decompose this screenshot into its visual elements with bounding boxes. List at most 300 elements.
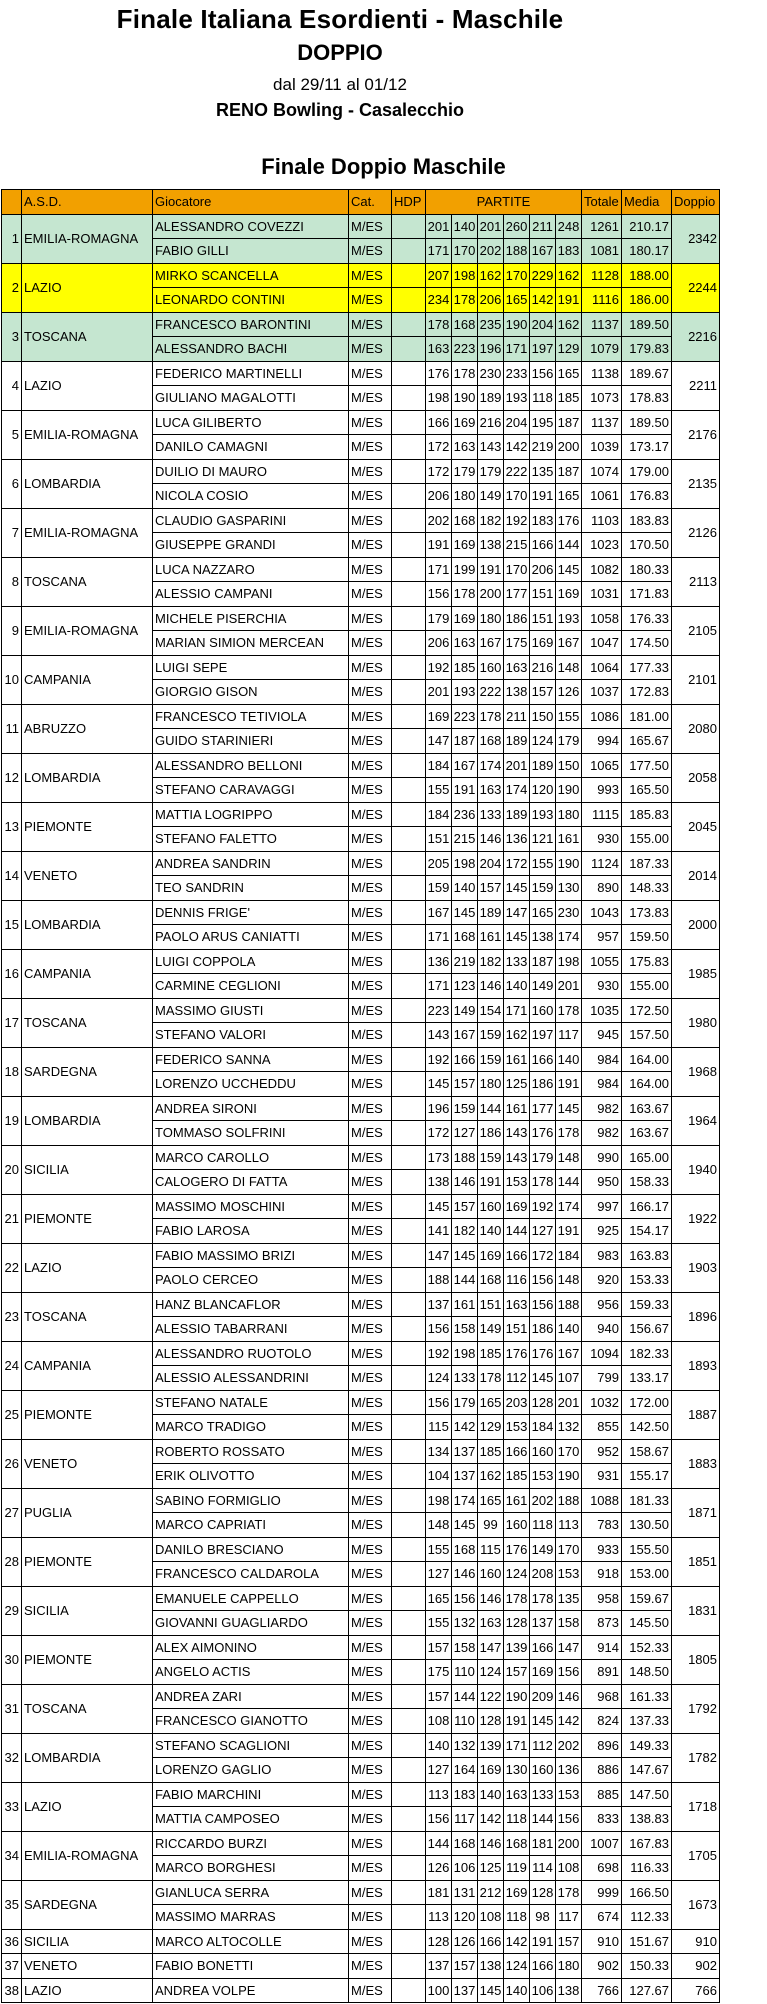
player-category: M/ES xyxy=(349,557,392,582)
game-score: 146 xyxy=(478,1586,504,1611)
team-rank: 37 xyxy=(2,1954,22,1979)
team-asd: LAZIO xyxy=(22,1782,153,1831)
game-score: 178 xyxy=(556,1121,582,1146)
game-score: 144 xyxy=(556,1170,582,1195)
game-score: 143 xyxy=(426,1023,452,1048)
table-row xyxy=(2,1684,720,1709)
player-category: M/ES xyxy=(349,214,392,239)
player-total: 1128 xyxy=(582,263,622,288)
game-score: 171 xyxy=(426,557,452,582)
table-row xyxy=(2,1586,720,1611)
player-name: NICOLA COSIO xyxy=(153,484,349,509)
game-score: 179 xyxy=(452,1390,478,1415)
game-score: 127 xyxy=(530,1219,556,1244)
player-hdp xyxy=(392,533,426,558)
game-score: 180 xyxy=(556,802,582,827)
game-score: 163 xyxy=(504,655,530,680)
player-hdp xyxy=(392,1562,426,1587)
player-total: 1138 xyxy=(582,361,622,386)
team-asd: SICILIA xyxy=(22,1145,153,1194)
game-score: 156 xyxy=(426,1390,452,1415)
col-hdp: HDP xyxy=(392,190,426,215)
player-hdp xyxy=(392,1121,426,1146)
player-name: MARCO CAPRIATI xyxy=(153,1513,349,1538)
player-total: 914 xyxy=(582,1635,622,1660)
team-rank: 8 xyxy=(2,557,22,606)
table-row xyxy=(2,410,720,435)
game-score: 163 xyxy=(452,435,478,460)
player-category: M/ES xyxy=(349,1194,392,1219)
game-score: 176 xyxy=(504,1537,530,1562)
player-total: 886 xyxy=(582,1758,622,1783)
game-score: 147 xyxy=(478,1635,504,1660)
team-doppio-total: 902 xyxy=(672,1954,720,1979)
player-hdp xyxy=(392,1513,426,1538)
team-doppio-total: 1792 xyxy=(672,1684,720,1733)
game-score: 200 xyxy=(478,582,504,607)
game-score: 136 xyxy=(426,949,452,974)
game-score: 216 xyxy=(530,655,556,680)
team-asd: PIEMONTE xyxy=(22,1194,153,1243)
game-score: 190 xyxy=(452,386,478,411)
game-score: 136 xyxy=(556,1758,582,1783)
player-category: M/ES xyxy=(349,998,392,1023)
player-average: 156.67 xyxy=(622,1317,672,1342)
game-score: 169 xyxy=(504,1194,530,1219)
game-score: 108 xyxy=(478,1905,504,1930)
game-score: 156 xyxy=(452,1586,478,1611)
game-score: 145 xyxy=(452,900,478,925)
game-score: 161 xyxy=(556,827,582,852)
player-name: ALESSIO ALESSANDRINI xyxy=(153,1366,349,1391)
game-score: 118 xyxy=(530,1513,556,1538)
game-score: 191 xyxy=(530,484,556,509)
table-row xyxy=(2,949,720,974)
player-hdp xyxy=(392,680,426,705)
team-rank: 38 xyxy=(2,1978,22,2003)
player-name: ANDREA ZARI xyxy=(153,1684,349,1709)
player-total: 1032 xyxy=(582,1390,622,1415)
game-score: 166 xyxy=(530,533,556,558)
game-score: 117 xyxy=(452,1807,478,1832)
game-score: 110 xyxy=(452,1709,478,1734)
player-average: 149.33 xyxy=(622,1733,672,1758)
table-row xyxy=(2,1439,720,1464)
player-name: GIUSEPPE GRANDI xyxy=(153,533,349,558)
game-score: 123 xyxy=(452,974,478,999)
player-hdp xyxy=(392,1954,426,1979)
player-total: 833 xyxy=(582,1807,622,1832)
table-row xyxy=(2,1194,720,1219)
game-score: 181 xyxy=(530,1831,556,1856)
team-rank: 34 xyxy=(2,1831,22,1880)
player-total: 999 xyxy=(582,1880,622,1905)
team-asd: LOMBARDIA xyxy=(22,459,153,508)
player-total: 873 xyxy=(582,1611,622,1636)
game-score: 188 xyxy=(452,1145,478,1170)
game-score: 201 xyxy=(556,974,582,999)
game-score: 138 xyxy=(478,1954,504,1979)
team-rank: 4 xyxy=(2,361,22,410)
game-score: 169 xyxy=(452,533,478,558)
player-total: 983 xyxy=(582,1243,622,1268)
game-score: 145 xyxy=(426,1194,452,1219)
player-category: M/ES xyxy=(349,1562,392,1587)
player-category: M/ES xyxy=(349,1439,392,1464)
game-score: 107 xyxy=(556,1366,582,1391)
player-category: M/ES xyxy=(349,337,392,362)
player-category: M/ES xyxy=(349,1782,392,1807)
player-name: GIULIANO MAGALOTTI xyxy=(153,386,349,411)
game-score: 208 xyxy=(530,1562,556,1587)
game-score: 126 xyxy=(556,680,582,705)
game-score: 148 xyxy=(556,655,582,680)
game-score: 171 xyxy=(504,998,530,1023)
game-score: 142 xyxy=(504,435,530,460)
game-score: 191 xyxy=(504,1709,530,1734)
game-score: 120 xyxy=(452,1905,478,1930)
table-row xyxy=(2,1782,720,1807)
game-score: 169 xyxy=(530,631,556,656)
game-score: 173 xyxy=(426,1145,452,1170)
game-score: 201 xyxy=(556,1390,582,1415)
game-score: 204 xyxy=(530,312,556,337)
game-score: 155 xyxy=(530,851,556,876)
player-category: M/ES xyxy=(349,1733,392,1758)
player-hdp xyxy=(392,998,426,1023)
col-cat: Cat. xyxy=(349,190,392,215)
game-score: 166 xyxy=(530,1635,556,1660)
player-average: 182.33 xyxy=(622,1341,672,1366)
game-score: 178 xyxy=(530,1170,556,1195)
player-name: RICCARDO BURZI xyxy=(153,1831,349,1856)
player-category: M/ES xyxy=(349,312,392,337)
col-doppio: Doppio xyxy=(672,190,720,215)
team-rank: 13 xyxy=(2,802,22,851)
player-hdp xyxy=(392,729,426,754)
game-score: 124 xyxy=(504,1562,530,1587)
player-total: 1023 xyxy=(582,533,622,558)
table-row xyxy=(2,1341,720,1366)
game-score: 136 xyxy=(504,827,530,852)
team-asd: PIEMONTE xyxy=(22,802,153,851)
player-category: M/ES xyxy=(349,704,392,729)
game-score: 118 xyxy=(504,1807,530,1832)
game-score: 133 xyxy=(452,1366,478,1391)
team-rank: 30 xyxy=(2,1635,22,1684)
game-score: 147 xyxy=(556,1635,582,1660)
player-hdp xyxy=(392,900,426,925)
game-score: 138 xyxy=(478,533,504,558)
game-score: 229 xyxy=(530,263,556,288)
player-name: CARMINE CEGLIONI xyxy=(153,974,349,999)
game-score: 168 xyxy=(452,508,478,533)
game-score: 205 xyxy=(426,851,452,876)
player-category: M/ES xyxy=(349,1758,392,1783)
team-rank: 17 xyxy=(2,998,22,1047)
game-score: 165 xyxy=(556,361,582,386)
team-rank: 35 xyxy=(2,1880,22,1929)
team-asd: SARDEGNA xyxy=(22,1880,153,1929)
game-score: 202 xyxy=(478,239,504,264)
player-total: 1007 xyxy=(582,1831,622,1856)
game-score: 191 xyxy=(556,1219,582,1244)
game-score: 161 xyxy=(478,925,504,950)
player-name: SABINO FORMIGLIO xyxy=(153,1488,349,1513)
team-doppio-total: 2080 xyxy=(672,704,720,753)
player-category: M/ES xyxy=(349,1292,392,1317)
player-hdp xyxy=(392,1978,426,2003)
player-name: FRANCESCO BARONTINI xyxy=(153,312,349,337)
player-hdp xyxy=(392,1660,426,1685)
player-name: ERIK OLIVOTTO xyxy=(153,1464,349,1489)
team-rank: 36 xyxy=(2,1929,22,1954)
game-score: 161 xyxy=(504,1488,530,1513)
player-total: 824 xyxy=(582,1709,622,1734)
player-category: M/ES xyxy=(349,361,392,386)
game-score: 186 xyxy=(504,606,530,631)
player-name: STEFANO SCAGLIONI xyxy=(153,1733,349,1758)
player-average: 187.33 xyxy=(622,851,672,876)
game-score: 184 xyxy=(556,1243,582,1268)
team-doppio-total: 2211 xyxy=(672,361,720,410)
player-name: STEFANO CARAVAGGI xyxy=(153,778,349,803)
team-asd: LAZIO xyxy=(22,1243,153,1292)
game-score: 147 xyxy=(504,900,530,925)
game-score: 161 xyxy=(504,1047,530,1072)
game-score: 178 xyxy=(452,582,478,607)
game-score: 168 xyxy=(452,925,478,950)
player-total: 1031 xyxy=(582,582,622,607)
team-rank: 15 xyxy=(2,900,22,949)
game-score: 153 xyxy=(556,1562,582,1587)
player-total: 1116 xyxy=(582,288,622,313)
player-name: ANGELO ACTIS xyxy=(153,1660,349,1685)
player-average: 174.50 xyxy=(622,631,672,656)
game-score: 178 xyxy=(452,361,478,386)
player-hdp xyxy=(392,949,426,974)
team-doppio-total: 2113 xyxy=(672,557,720,606)
player-average: 177.50 xyxy=(622,753,672,778)
player-hdp xyxy=(392,1880,426,1905)
game-score: 192 xyxy=(504,508,530,533)
player-name: ALESSANDRO BELLONI xyxy=(153,753,349,778)
game-score: 190 xyxy=(504,312,530,337)
player-category: M/ES xyxy=(349,410,392,435)
game-score: 198 xyxy=(556,949,582,974)
player-average: 130.50 xyxy=(622,1513,672,1538)
team-asd: PUGLIA xyxy=(22,1488,153,1537)
player-average: 176.33 xyxy=(622,606,672,631)
player-name: MASSIMO GIUSTI xyxy=(153,998,349,1023)
player-hdp xyxy=(392,1072,426,1097)
player-total: 1081 xyxy=(582,239,622,264)
table-row xyxy=(2,1733,720,1758)
player-total: 1124 xyxy=(582,851,622,876)
game-score: 197 xyxy=(530,1023,556,1048)
game-score: 193 xyxy=(452,680,478,705)
game-score: 146 xyxy=(478,1831,504,1856)
player-average: 164.00 xyxy=(622,1072,672,1097)
team-asd: CAMPANIA xyxy=(22,1341,153,1390)
team-doppio-total: 2101 xyxy=(672,655,720,704)
game-score: 133 xyxy=(530,1782,556,1807)
game-score: 148 xyxy=(556,1268,582,1293)
game-score: 203 xyxy=(504,1390,530,1415)
game-score: 185 xyxy=(504,1464,530,1489)
team-asd: ABRUZZO xyxy=(22,704,153,753)
player-average: 155.00 xyxy=(622,827,672,852)
game-score: 127 xyxy=(426,1562,452,1587)
game-score: 139 xyxy=(504,1635,530,1660)
game-score: 236 xyxy=(452,802,478,827)
player-name: FABIO GILLI xyxy=(153,239,349,264)
game-score: 206 xyxy=(478,288,504,313)
table-row xyxy=(2,753,720,778)
game-score: 189 xyxy=(478,900,504,925)
team-doppio-total: 2342 xyxy=(672,214,720,263)
player-average: 172.83 xyxy=(622,680,672,705)
player-total: 1047 xyxy=(582,631,622,656)
player-name: TOMMASO SOLFRINI xyxy=(153,1121,349,1146)
game-score: 99 xyxy=(478,1513,504,1538)
game-score: 179 xyxy=(530,1145,556,1170)
game-score: 118 xyxy=(504,1905,530,1930)
game-score: 165 xyxy=(556,484,582,509)
team-asd: SICILIA xyxy=(22,1929,153,1954)
player-total: 799 xyxy=(582,1366,622,1391)
team-asd: LOMBARDIA xyxy=(22,1096,153,1145)
game-score: 145 xyxy=(530,1709,556,1734)
player-category: M/ES xyxy=(349,1978,392,2003)
player-average: 164.00 xyxy=(622,1047,672,1072)
game-score: 112 xyxy=(504,1366,530,1391)
player-category: M/ES xyxy=(349,1831,392,1856)
game-score: 166 xyxy=(452,1047,478,1072)
game-score: 132 xyxy=(452,1611,478,1636)
game-score: 151 xyxy=(530,582,556,607)
player-total: 1073 xyxy=(582,386,622,411)
team-rank: 25 xyxy=(2,1390,22,1439)
team-doppio-total: 1985 xyxy=(672,949,720,998)
player-average: 155.50 xyxy=(622,1537,672,1562)
player-total: 1261 xyxy=(582,214,622,239)
game-score: 198 xyxy=(426,1488,452,1513)
player-name: DANILO BRESCIANO xyxy=(153,1537,349,1562)
player-name: MARCO CAROLLO xyxy=(153,1145,349,1170)
player-total: 933 xyxy=(582,1537,622,1562)
game-score: 184 xyxy=(530,1415,556,1440)
game-score: 157 xyxy=(426,1684,452,1709)
player-name: ALESSANDRO RUOTOLO xyxy=(153,1341,349,1366)
game-score: 167 xyxy=(452,1023,478,1048)
team-rank: 11 xyxy=(2,704,22,753)
player-hdp xyxy=(392,1807,426,1832)
player-total: 855 xyxy=(582,1415,622,1440)
team-rank: 16 xyxy=(2,949,22,998)
player-average: 163.67 xyxy=(622,1121,672,1146)
team-doppio-total: 2105 xyxy=(672,606,720,655)
table-row xyxy=(2,1390,720,1415)
player-average: 161.33 xyxy=(622,1684,672,1709)
game-score: 169 xyxy=(478,1243,504,1268)
player-average: 172.00 xyxy=(622,1390,672,1415)
game-score: 193 xyxy=(530,802,556,827)
game-score: 144 xyxy=(530,1807,556,1832)
player-total: 920 xyxy=(582,1268,622,1293)
game-score: 140 xyxy=(504,1978,530,2003)
player-hdp xyxy=(392,827,426,852)
player-category: M/ES xyxy=(349,1586,392,1611)
player-category: M/ES xyxy=(349,1929,392,1954)
player-hdp xyxy=(392,508,426,533)
player-hdp xyxy=(392,1684,426,1709)
player-category: M/ES xyxy=(349,1513,392,1538)
game-score: 133 xyxy=(478,802,504,827)
game-score: 104 xyxy=(426,1464,452,1489)
team-rank: 22 xyxy=(2,1243,22,1292)
team-doppio-total: 1968 xyxy=(672,1047,720,1096)
team-doppio-total: 2014 xyxy=(672,851,720,900)
player-category: M/ES xyxy=(349,239,392,264)
game-score: 127 xyxy=(426,1758,452,1783)
player-category: M/ES xyxy=(349,827,392,852)
game-score: 138 xyxy=(556,1978,582,2003)
player-name: GIOVANNI GUAGLIARDO xyxy=(153,1611,349,1636)
player-average: 171.83 xyxy=(622,582,672,607)
team-doppio-total: 1893 xyxy=(672,1341,720,1390)
table-row xyxy=(2,998,720,1023)
player-name: ALESSIO CAMPANI xyxy=(153,582,349,607)
game-score: 138 xyxy=(504,680,530,705)
game-score: 180 xyxy=(478,606,504,631)
game-score: 201 xyxy=(426,214,452,239)
table-row xyxy=(2,655,720,680)
player-hdp xyxy=(392,1096,426,1121)
player-name: LORENZO GAGLIO xyxy=(153,1758,349,1783)
game-score: 230 xyxy=(556,900,582,925)
player-total: 674 xyxy=(582,1905,622,1930)
game-score: 106 xyxy=(452,1856,478,1881)
game-score: 167 xyxy=(556,631,582,656)
game-score: 160 xyxy=(530,1758,556,1783)
game-score: 192 xyxy=(426,1341,452,1366)
game-score: 188 xyxy=(426,1268,452,1293)
team-rank: 5 xyxy=(2,410,22,459)
player-total: 930 xyxy=(582,827,622,852)
player-total: 950 xyxy=(582,1170,622,1195)
game-score: 184 xyxy=(426,753,452,778)
player-name: FEDERICO SANNA xyxy=(153,1047,349,1072)
game-score: 184 xyxy=(426,802,452,827)
player-hdp xyxy=(392,1439,426,1464)
table-row xyxy=(2,1929,720,1954)
game-score: 207 xyxy=(426,263,452,288)
game-score: 138 xyxy=(426,1170,452,1195)
game-score: 155 xyxy=(426,778,452,803)
team-rank: 9 xyxy=(2,606,22,655)
game-score: 142 xyxy=(478,1807,504,1832)
player-average: 177.33 xyxy=(622,655,672,680)
player-category: M/ES xyxy=(349,1954,392,1979)
game-score: 162 xyxy=(478,263,504,288)
game-score: 139 xyxy=(478,1733,504,1758)
player-name: ANDREA SIRONI xyxy=(153,1096,349,1121)
game-score: 145 xyxy=(530,1366,556,1391)
game-score: 159 xyxy=(426,876,452,901)
player-category: M/ES xyxy=(349,508,392,533)
table-row xyxy=(2,1880,720,1905)
